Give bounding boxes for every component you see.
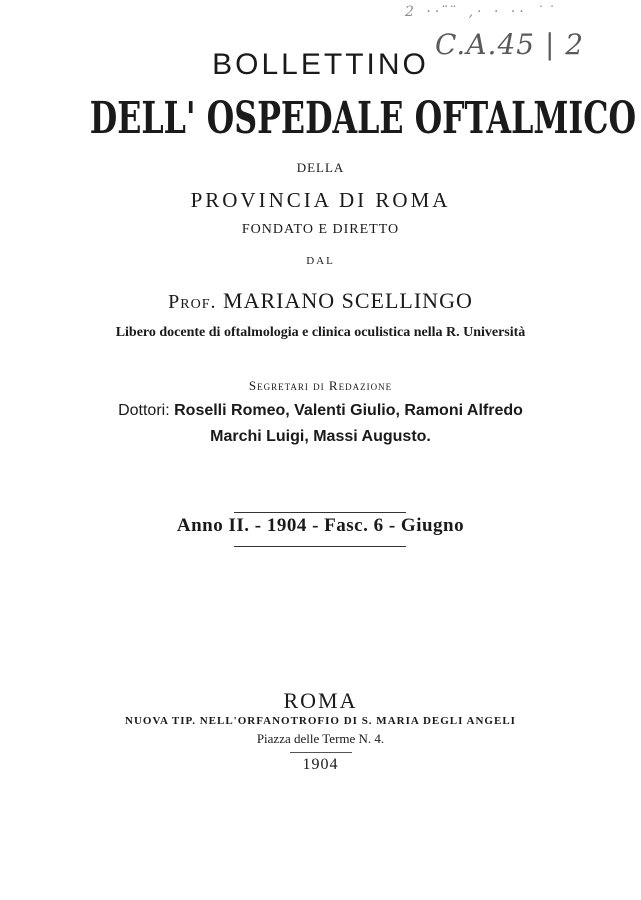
imprint-city: ROMA — [283, 688, 358, 713]
issue-rule-bottom — [234, 546, 406, 547]
imprint-year: 1904 — [302, 756, 339, 773]
handwritten-marks: 2 ·· ̈ ̈ ,· · ·· ˙˙ — [405, 4, 559, 20]
secretaries-line-2: Marchi Luigi, Massi Augusto. — [210, 428, 431, 445]
year-rule — [290, 752, 352, 753]
director-prefix: Prof. — [168, 291, 217, 313]
secretaries-line-1 — [0, 402, 641, 420]
journal-title-line-1: BOLLETTINO — [212, 48, 429, 81]
journal-title-line-2: DELL' OSPEDALE OFTALMICO — [89, 93, 637, 144]
director-line — [0, 288, 641, 314]
secretaries-names-1: Roselli Romeo, Valenti Giulio, Ramoni Alfredo — [174, 402, 523, 419]
issue-rule-top — [234, 512, 406, 513]
issue-line: Anno II. - 1904 - Fasc. 6 - Giugno — [176, 515, 465, 536]
imprint-address: Piazza delle Terme N. 4. — [256, 731, 385, 746]
province-text — [0, 188, 641, 213]
director-credentials: Libero docente di oftalmologia e clinica oculistica nella R. Università — [115, 325, 526, 340]
imprint-printer: NUOVA TIP. NELL'ORFANOTROFIO DI S. MARIA DEGLI ANGELI — [125, 715, 516, 727]
dal-text: DAL — [306, 255, 335, 267]
founded-text: FONDATO E DIRETTO — [241, 222, 400, 237]
director-name: MARIANO SCELLINGO — [223, 288, 473, 313]
della-text: DELLA — [296, 160, 345, 175]
secretaries-heading: Segretari di Redazione — [248, 378, 393, 393]
call-number: C.A.45 | 2 — [435, 28, 585, 61]
secretaries-label: Dottori: — [118, 402, 170, 419]
province-label: PROVINCIA DI ROMA — [190, 188, 451, 212]
